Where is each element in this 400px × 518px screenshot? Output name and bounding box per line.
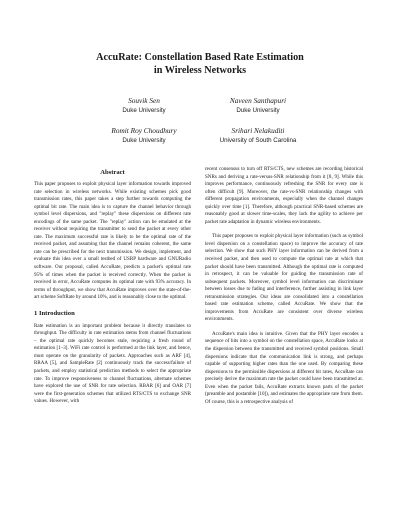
paper-title: [40, 52, 360, 77]
author-name: Romit Roy Choudhury: [111, 126, 177, 135]
author-block: [188, 126, 328, 146]
author-affiliation: Duke University: [236, 107, 280, 114]
introduction-heading: 1 Introduction: [34, 309, 75, 317]
body-paragraph: AccuRate's main idea is intuitive. Given that the PHY layer encodes a sequence of bits into a symbol on the constellation space, AccuRate looks at the dispersion between the transmitted and received symbol positions. Small dispersions indicate that the communication link is strong, and perhaps capable of supporting higher rates than the one used. By comparing these dispersions to the permissible dispersions at different bit rates, AccuRate can precisely derive the maximum rate the packet could have been transmitted at. Even when the packet fails, AccuRate extracts known parts of the packet (preamble and postamble [10]), and estimates the appropriate rate from them. Of course, this is a retrospective analysis of: [205, 330, 363, 405]
author-name: Srihari Nelakuditi: [231, 126, 285, 135]
abstract-text: This paper proposes to exploit physical layer information towards improved rate selection in wireless networks. While existing schemes pick good transmission rates, this paper takes a step further towards computing the optimal bit rate. The main idea is to capture the channel behavior through symbol level dispersions, and "replay" these dispersions on different rate encodings of the same packet. The "replay" action can be emulated at the receiver without requiring the transmitter to send the packet at every other rate. The maximum successful rate is likely to be the optimal rate of the received packet, and assuming that the channel remains coherent, the same rate can be prescribed for the next transmission. We design, implement, and evaluate this idea over a small testbed of USRP hardware and GNURadio software. Our proposal, called AccuRate, predicts a packet's optimal rate 95% of times when the packet is received correctly. When the packet is received in error, AccuRate computes its optimal rate with 93% accuracy. In terms of throughput, we show that AccuRate improves over the state-of-the-art scheme SoftRate by around 10%, and is reasonably close to the optimal.: [34, 181, 191, 301]
title-line-1: AccuRate: Constellation Based Rate Estimation: [96, 52, 304, 63]
body-paragraph: This paper proposes to exploit physical layer information (such as symbol level dispersion on a constellation space) to improve the accuracy of rate selection. We show that such PHY layer information can be derived from a received packet, and then used to compute the optimal rate at which that packet should have been transmitted. Although the optimal rate is computed in retrospect, it can be valuable for guiding the transmission rate of subsequent packets. Moreover, symbol level information can discriminate between losses due to fading and interference, further assisting in link layer retransmission strategies. Our ideas are consolidated into a constellation based rate estimation scheme, called AccuRate. We show that the improvements from AccuRate are consistent over diverse wireless environments.: [205, 233, 363, 323]
left-column: [34, 168, 191, 413]
author-affiliation: University of South Carolina: [219, 137, 297, 144]
body-paragraph: recent consensus to turn off RTS/CTS, new schemes are recording historical SNRs and deriving a rate-versus-SNR relationship from it [8, 9]. While this improves performance, continuously refreshing the SNR for every rate is often difficult [9]. Moreover, the rate-vs-SNR relationship changes with different propagation environments, especially when the channel changes quickly over time [1]. Therefore, although practical SNR-based schemes are reasonably good at slower time-scales, they lack the agility to achieve per packet rate adaptation in dynamic wireless environments.: [205, 166, 363, 225]
abstract-heading: Abstract: [100, 169, 125, 176]
author-affiliation: Duke University: [122, 107, 166, 114]
title-line-2: in Wireless Networks: [153, 64, 247, 76]
right-column: [205, 166, 363, 413]
author-affiliation: Duke University: [122, 137, 166, 144]
author-block: [188, 96, 328, 116]
author-name: Naveen Santhapuri: [229, 96, 287, 105]
introduction-text: Rate estimation is an important problem because it directly translates to throughput. The difficulty in rate estimation stems from channel fluctuations – the optimal rate quickly becomes stale, requiring a fresh round of estimation [1–3]. WiFi rate control is performed at the link layer, and hence, must operate on the granularity of packets. Approaches such as ARF [4], RRAA [5], and SampleRate [2] continuously track the success/failure of packets, and employ statistical prediction methods to select the appropriate rate. To improve responsiveness to channel fluctuations, alternate schemes have explored the use of SNR for rate selection. RBAR [6] and OAR [7] were the first-generation schemes that utilized RTS/CTS to exchange SNR values. However, with: [34, 322, 191, 405]
author-name: Souvik Sen: [128, 96, 160, 105]
